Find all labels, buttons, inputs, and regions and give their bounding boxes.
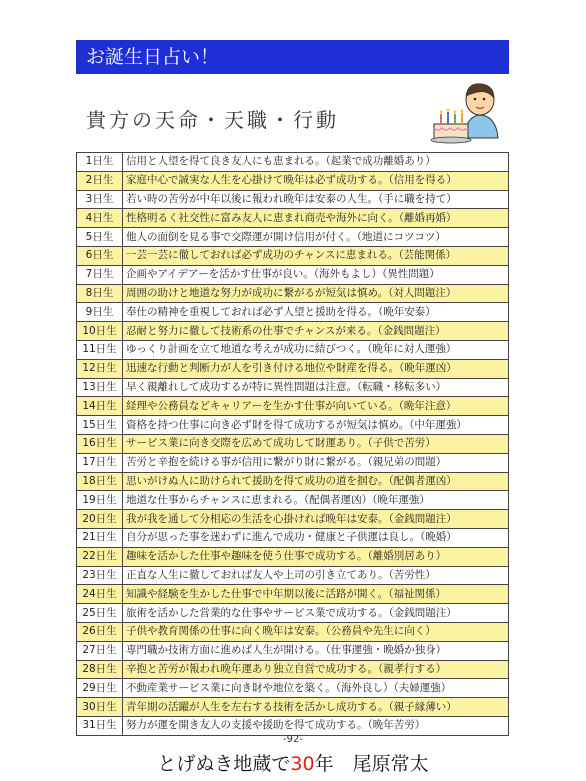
- fortune-text-cell: 旅術を活かした営業的な仕事やサービス業で成功する。（金銭問題注）: [123, 604, 509, 623]
- table-row: [77, 660, 509, 679]
- table-row: [77, 528, 509, 547]
- fortune-text-cell: 思いがけぬ人に助けられて援助を得て成功の道を掴む。（配偶者運凶）: [123, 472, 509, 491]
- birth-day-cell: 26日生: [77, 622, 123, 641]
- fortune-text-cell: 専門職か技術方面に進めば人生が開ける。（仕事運強・晩婚か独身）: [123, 641, 509, 660]
- birth-day-cell: 10日生: [77, 322, 123, 341]
- fortune-text-cell: 辛抱と苦労が報われ晩年運あり独立自営で成功する。（親孝行する）: [123, 660, 509, 679]
- table-row: [77, 322, 509, 341]
- birth-day-cell: 8日生: [77, 284, 123, 303]
- fortune-text-cell: 性格明るく社交性に富み友人に恵まれ商売や海外に向く。（離婚再婚）: [123, 209, 509, 228]
- birth-day-cell: 4日生: [77, 209, 123, 228]
- table-row: [77, 190, 509, 209]
- birth-day-cell: 16日生: [77, 434, 123, 453]
- fortune-text-cell: 他人の面倒を見る事で交際運が開け信用が付く。（地道にコツコツ）: [123, 228, 509, 247]
- birth-day-cell: 30日生: [77, 698, 123, 717]
- birth-day-cell: 11日生: [77, 340, 123, 359]
- fortune-text-cell: 資格を持つ仕事に向き必ず財を得て成功するが短気は慎め。（中年運強）: [123, 416, 509, 435]
- table-row: [77, 209, 509, 228]
- fortune-text-cell: 早く親離れして成功するが特に異性問題は注意。（転職・移転多い）: [123, 378, 509, 397]
- fortune-text-cell: 経理や公務員などキャリアーを生かす仕事が向いている。（晩年注意）: [123, 397, 509, 416]
- birth-day-cell: 23日生: [77, 566, 123, 585]
- birth-day-cell: 9日生: [77, 303, 123, 322]
- birth-day-cell: 21日生: [77, 528, 123, 547]
- birth-day-cell: 17日生: [77, 453, 123, 472]
- table-row: [77, 716, 509, 735]
- table-row: [77, 359, 509, 378]
- fortune-text-cell: 周囲の助けと地道な努力が成功に繋がるが短気は慎め。（対人問題注）: [123, 284, 509, 303]
- birth-day-cell: 29日生: [77, 679, 123, 698]
- fortune-text-cell: 趣味を活かした仕事や趣味を使う仕事で成功する。（離婚別居あり）: [123, 547, 509, 566]
- page-number: -92-: [283, 734, 303, 745]
- title-banner: [76, 40, 509, 74]
- table-row: [77, 378, 509, 397]
- table-row: [77, 303, 509, 322]
- table-row: [77, 265, 509, 284]
- birth-day-cell: 1日生: [77, 153, 123, 172]
- table-row: [77, 679, 509, 698]
- birth-day-cell: 31日生: [77, 716, 123, 735]
- author-prefix: とげぬき地蔵で: [157, 753, 291, 775]
- fortune-text-cell: 地道な仕事からチャンスに恵まれる。（配偶者運凶）（晩年運強）: [123, 491, 509, 510]
- fortune-text-cell: 家庭中心で誠実な人生を心掛けて晩年は必ず成功する。（信用を得る）: [123, 171, 509, 190]
- table-row: [77, 622, 509, 641]
- fortune-text-cell: 子供や教育関係の仕事に向く晩年は安泰。（公務員や先生に向く）: [123, 622, 509, 641]
- table-row: [77, 397, 509, 416]
- table-row: [77, 547, 509, 566]
- birth-day-cell: 14日生: [77, 397, 123, 416]
- table-row: [77, 453, 509, 472]
- table-row: [77, 416, 509, 435]
- birth-day-cell: 7日生: [77, 265, 123, 284]
- birth-day-cell: 22日生: [77, 547, 123, 566]
- boy-with-birthday-cake-icon: [428, 80, 504, 152]
- table-row: [77, 228, 509, 247]
- fortune-text-cell: 忍耐と努力に徹して技術系の仕事でチャンスが来る。（金銭問題注）: [123, 322, 509, 341]
- table-row: [77, 641, 509, 660]
- fortune-text-cell: 不動産業サービス業に向き財や地位を築く。（海外良し）（夫婦運強）: [123, 679, 509, 698]
- fortune-text-cell: 若い時の苦労が中年以後に報われ晩年は安泰の人生。（手に職を持て）: [123, 190, 509, 209]
- table-row: [77, 585, 509, 604]
- birth-day-cell: 6日生: [77, 246, 123, 265]
- birth-day-cell: 25日生: [77, 604, 123, 623]
- birth-day-cell: 2日生: [77, 171, 123, 190]
- fortune-text-cell: 正直な人生に徹しておれば友人や上司の引き立てあり。（苦労性）: [123, 566, 509, 585]
- table-row: [77, 246, 509, 265]
- fortune-text-cell: サービス業に向き交際を広めて成功して財運あり。（子供で苦労）: [123, 434, 509, 453]
- birth-day-cell: 15日生: [77, 416, 123, 435]
- fortune-text-cell: 奉仕の精神を重視しておれば必ず人望と援助を得る。（晩年安泰）: [123, 303, 509, 322]
- fortune-text-cell: 苦労と辛抱を続ける事が信用に繋がり財に繋がる。（親兄弟の問題）: [123, 453, 509, 472]
- fortune-text-cell: 青年期の活躍が人生を左右する技術を活かし成功する。（親子縁薄い）: [123, 698, 509, 717]
- table-row: [77, 340, 509, 359]
- banner-title: お誕生日占い！: [86, 46, 220, 68]
- birth-day-cell: 24日生: [77, 585, 123, 604]
- table-row: [77, 434, 509, 453]
- table-row: [77, 510, 509, 529]
- author-suffix: 年 尾原常太: [314, 753, 429, 775]
- birth-day-cell: 19日生: [77, 491, 123, 510]
- fortune-table-body: [77, 153, 509, 736]
- table-row: [77, 153, 509, 172]
- birth-day-cell: 27日生: [77, 641, 123, 660]
- birth-day-cell: 20日生: [77, 510, 123, 529]
- table-row: [77, 284, 509, 303]
- fortune-text-cell: 一芸一芸に徹しておれば必ず成功のチャンスに恵まれる。（芸能関係）: [123, 246, 509, 265]
- fortune-text-cell: 自分が思った事を迷わずに進んで成功・健康と子供運は良し。（晩婚）: [123, 528, 509, 547]
- fortune-text-cell: 信用と人望を得て良き友人にも恵まれる。（起業で成功離婚あり）: [123, 153, 509, 172]
- fortune-text-cell: 我が我を通して分相応の生活を心掛ければ晩年は安泰。（金銭問題注）: [123, 510, 509, 529]
- table-row: [77, 472, 509, 491]
- page-subtitle: 貴方の天命・天職・行動: [86, 108, 339, 132]
- birthday-fortune-table: [76, 152, 509, 736]
- table-row: [77, 491, 509, 510]
- birth-day-cell: 5日生: [77, 228, 123, 247]
- birth-day-cell: 18日生: [77, 472, 123, 491]
- birth-day-cell: 12日生: [77, 359, 123, 378]
- fortune-text-cell: ゆっくり計画を立て地道な考えが成功に結びつく。（晩年に対人運強）: [123, 340, 509, 359]
- table-row: [77, 566, 509, 585]
- fortune-text-cell: 迅速な行動と判断力が人を引き付ける地位や財産を得る。（晩年運凶）: [123, 359, 509, 378]
- author-years: 30: [290, 753, 315, 775]
- fortune-text-cell: 企画やアイデアーを活かす仕事が良い。（海外もよし）（異性問題）: [123, 265, 509, 284]
- author-footer: [0, 749, 586, 776]
- birth-day-cell: 28日生: [77, 660, 123, 679]
- birth-day-cell: 3日生: [77, 190, 123, 209]
- birth-day-cell: 13日生: [77, 378, 123, 397]
- table-row: [77, 604, 509, 623]
- table-row: [77, 171, 509, 190]
- table-row: [77, 698, 509, 717]
- fortune-text-cell: 知識や経験を生かした仕事で中年期以後に活路が開く。（福祉関係）: [123, 585, 509, 604]
- fortune-text-cell: 努力が運を開き友人の支援や援助を得て成功する。（晩年苦労）: [123, 716, 509, 735]
